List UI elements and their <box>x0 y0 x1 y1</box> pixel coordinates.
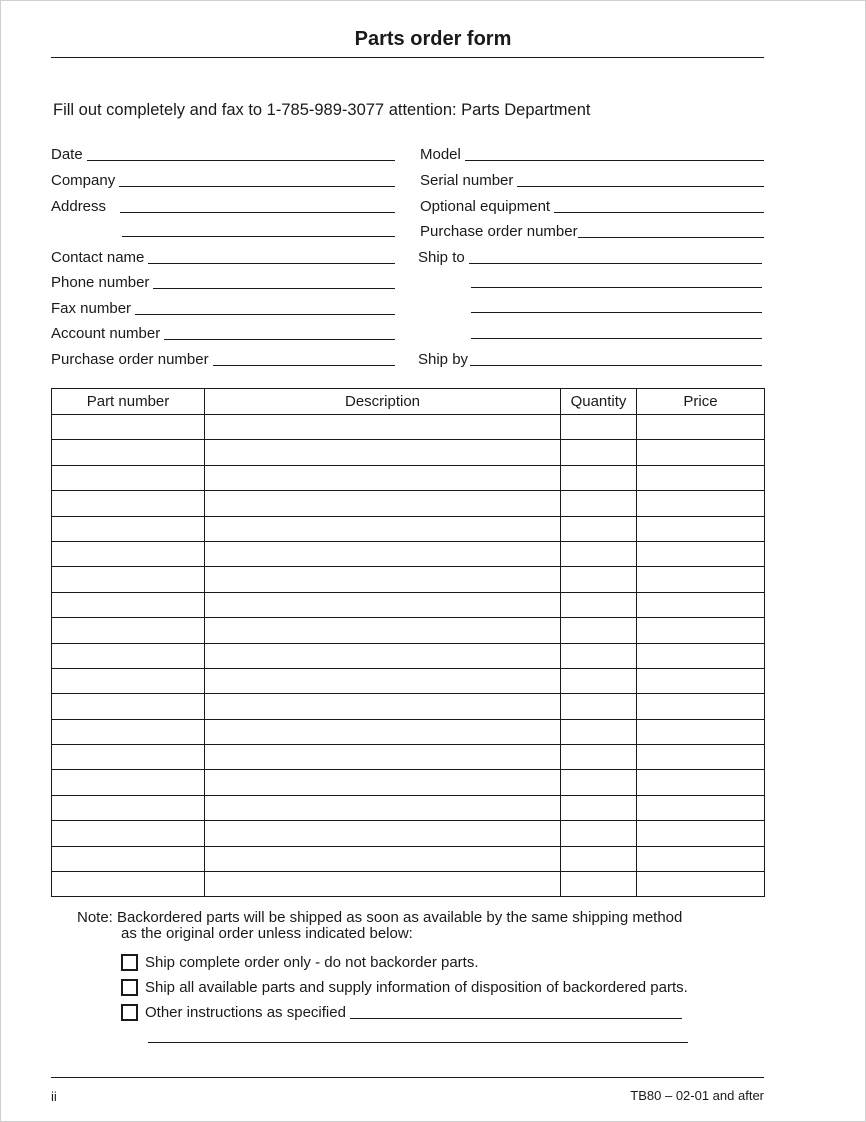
quantity-cell[interactable] <box>561 440 637 465</box>
description-cell[interactable] <box>205 541 561 566</box>
table-row <box>52 795 765 820</box>
quantity-cell[interactable] <box>561 719 637 744</box>
quantity-cell[interactable] <box>561 694 637 719</box>
model-label: Model <box>420 146 461 163</box>
page-number: ii <box>51 1089 57 1104</box>
table-row <box>52 745 765 770</box>
address-field[interactable] <box>51 197 395 215</box>
quantity-cell[interactable] <box>561 846 637 871</box>
address-label: Address <box>51 198 107 215</box>
price-cell[interactable] <box>637 415 765 440</box>
fax-number-line[interactable] <box>135 313 395 315</box>
quantity-cell[interactable] <box>561 643 637 668</box>
quantity-cell[interactable] <box>561 491 637 516</box>
part-number-cell[interactable] <box>52 719 205 744</box>
price-header: Price <box>637 389 765 415</box>
table-row <box>52 668 765 693</box>
date-line[interactable] <box>87 159 395 161</box>
part-number-cell[interactable] <box>52 770 205 795</box>
part-number-cell[interactable] <box>52 567 205 592</box>
optional-equipment-field[interactable] <box>420 197 764 215</box>
table-row <box>52 643 765 668</box>
price-cell[interactable] <box>637 516 765 541</box>
contact-name-field[interactable] <box>51 248 395 266</box>
table-row <box>52 567 765 592</box>
part-number-cell[interactable] <box>52 745 205 770</box>
part-number-cell[interactable] <box>52 668 205 693</box>
price-cell[interactable] <box>637 567 765 592</box>
serial-number-field[interactable] <box>420 171 764 189</box>
address-line-2[interactable] <box>122 236 395 237</box>
table-row <box>52 821 765 846</box>
contact-name-line[interactable] <box>148 262 395 264</box>
quantity-cell[interactable] <box>561 592 637 617</box>
part-number-cell[interactable] <box>52 846 205 871</box>
table-row <box>52 618 765 643</box>
quantity-header: Quantity <box>561 389 637 415</box>
part-number-cell[interactable] <box>52 465 205 490</box>
part-number-cell[interactable] <box>52 491 205 516</box>
purchase-order-number-field[interactable] <box>51 350 395 368</box>
quantity-cell[interactable] <box>561 872 637 897</box>
ship-by-line[interactable] <box>470 364 762 366</box>
price-cell[interactable] <box>637 618 765 643</box>
price-cell[interactable] <box>637 592 765 617</box>
phone-number-line[interactable] <box>153 287 395 289</box>
quantity-cell[interactable] <box>561 745 637 770</box>
ship-to-line-4[interactable] <box>471 338 762 339</box>
purchase-order-number-line[interactable] <box>213 364 395 366</box>
account-number-label: Account number <box>51 325 161 342</box>
description-cell[interactable] <box>205 770 561 795</box>
optional-equipment-line[interactable] <box>554 211 764 213</box>
quantity-cell[interactable] <box>561 821 637 846</box>
price-cell[interactable] <box>637 491 765 516</box>
part-number-cell[interactable] <box>52 415 205 440</box>
contact-name-label: Contact name <box>51 249 145 266</box>
company-field[interactable] <box>51 171 395 189</box>
ship-by-label: Ship by <box>418 351 469 368</box>
price-cell[interactable] <box>637 541 765 566</box>
quantity-cell[interactable] <box>561 668 637 693</box>
ship-available-label: Ship all available parts and supply information of disposition of backordered parts. <box>145 979 688 996</box>
note-line-2: as the original order unless indicated below: <box>121 925 413 942</box>
description-cell[interactable] <box>205 567 561 592</box>
description-header: Description <box>205 389 561 415</box>
date-label: Date <box>51 146 83 163</box>
price-cell[interactable] <box>637 465 765 490</box>
part-number-cell[interactable] <box>52 643 205 668</box>
quantity-cell[interactable] <box>561 415 637 440</box>
table-row <box>52 541 765 566</box>
price-cell[interactable] <box>637 770 765 795</box>
model-line[interactable] <box>465 159 764 161</box>
account-number-field[interactable] <box>51 324 395 342</box>
date-field[interactable] <box>51 145 395 163</box>
right-purchase-order-number-label: Purchase order number <box>420 223 578 240</box>
part-number-cell[interactable] <box>52 694 205 719</box>
ship-available-checkbox[interactable] <box>121 979 138 996</box>
document-code: TB80 – 02-01 and after <box>630 1088 764 1103</box>
account-number-line[interactable] <box>164 338 395 340</box>
right-purchase-order-number-field[interactable] <box>420 222 764 240</box>
price-cell[interactable] <box>637 846 765 871</box>
price-cell[interactable] <box>637 872 765 897</box>
ship-to-field[interactable] <box>418 248 762 266</box>
description-cell[interactable] <box>205 846 561 871</box>
phone-number-label: Phone number <box>51 274 150 291</box>
table-row <box>52 694 765 719</box>
description-cell[interactable] <box>205 465 561 490</box>
model-field[interactable] <box>420 145 764 163</box>
other-instructions-line[interactable] <box>350 1018 682 1019</box>
parts-table-body <box>52 415 765 897</box>
part-number-cell[interactable] <box>52 516 205 541</box>
table-row <box>52 872 765 897</box>
quantity-cell[interactable] <box>561 465 637 490</box>
part-number-cell[interactable] <box>52 592 205 617</box>
price-cell[interactable] <box>637 668 765 693</box>
description-cell[interactable] <box>205 618 561 643</box>
description-cell[interactable] <box>205 440 561 465</box>
part-number-cell[interactable] <box>52 872 205 897</box>
table-row <box>52 465 765 490</box>
table-row <box>52 846 765 871</box>
ship-complete-checkbox[interactable] <box>121 954 138 971</box>
price-cell[interactable] <box>637 719 765 744</box>
quantity-cell[interactable] <box>561 516 637 541</box>
note-line-1: Note: Backordered parts will be shipped as soon as available by the same shipping method <box>77 909 683 926</box>
table-header-row <box>52 389 765 415</box>
fax-number-field[interactable] <box>51 299 395 317</box>
price-cell[interactable] <box>637 745 765 770</box>
other-instructions-line-2[interactable] <box>148 1042 688 1043</box>
part-number-cell[interactable] <box>52 541 205 566</box>
price-cell[interactable] <box>637 440 765 465</box>
table-row <box>52 719 765 744</box>
quantity-cell[interactable] <box>561 567 637 592</box>
table-row <box>52 415 765 440</box>
table-row <box>52 516 765 541</box>
ship-available-option[interactable] <box>121 979 688 996</box>
company-line[interactable] <box>119 185 395 187</box>
ship-to-line-3[interactable] <box>471 312 762 313</box>
table-row <box>52 770 765 795</box>
backorder-note <box>77 910 757 942</box>
ship-complete-option[interactable] <box>121 954 479 971</box>
description-cell[interactable] <box>205 745 561 770</box>
ship-by-field[interactable] <box>418 350 762 368</box>
description-cell[interactable] <box>205 821 561 846</box>
description-cell[interactable] <box>205 592 561 617</box>
address-line[interactable] <box>120 211 395 213</box>
price-cell[interactable] <box>637 795 765 820</box>
description-cell[interactable] <box>205 694 561 719</box>
table-row <box>52 440 765 465</box>
table-row <box>52 491 765 516</box>
right-purchase-order-number-line[interactable] <box>578 236 764 238</box>
page-title: Parts order form <box>354 28 512 50</box>
other-instructions-label: Other instructions as specified <box>145 1004 346 1021</box>
other-instructions-checkbox[interactable] <box>121 1004 138 1021</box>
company-label: Company <box>51 172 116 189</box>
quantity-cell[interactable] <box>561 618 637 643</box>
description-cell[interactable] <box>205 719 561 744</box>
quantity-cell[interactable] <box>561 541 637 566</box>
description-cell[interactable] <box>205 415 561 440</box>
serial-number-label: Serial number <box>420 172 514 189</box>
description-cell[interactable] <box>205 643 561 668</box>
optional-equipment-label: Optional equipment <box>420 198 551 215</box>
description-cell[interactable] <box>205 491 561 516</box>
part-number-cell[interactable] <box>52 440 205 465</box>
intro-text: Fill out completely and fax to 1-785-989-3077 attention: Parts Department <box>53 101 591 119</box>
serial-number-line[interactable] <box>517 185 764 187</box>
parts-table <box>51 388 765 897</box>
fax-number-label: Fax number <box>51 300 132 317</box>
ship-to-label: Ship to <box>418 249 465 266</box>
part-number-cell[interactable] <box>52 821 205 846</box>
price-cell[interactable] <box>637 694 765 719</box>
part-number-header: Part number <box>52 389 205 415</box>
other-instructions-option[interactable] <box>121 1004 682 1021</box>
ship-to-line-2[interactable] <box>471 287 762 288</box>
ship-complete-label: Ship complete order only - do not backorder parts. <box>145 954 479 971</box>
description-cell[interactable] <box>205 668 561 693</box>
description-cell[interactable] <box>205 872 561 897</box>
phone-number-field[interactable] <box>51 273 395 291</box>
description-cell[interactable] <box>205 795 561 820</box>
description-cell[interactable] <box>205 516 561 541</box>
ship-to-line[interactable] <box>469 262 762 264</box>
title-divider <box>51 57 764 58</box>
table-row <box>52 592 765 617</box>
part-number-cell[interactable] <box>52 618 205 643</box>
footer-divider <box>51 1077 764 1078</box>
quantity-cell[interactable] <box>561 795 637 820</box>
quantity-cell[interactable] <box>561 770 637 795</box>
price-cell[interactable] <box>637 643 765 668</box>
price-cell[interactable] <box>637 821 765 846</box>
purchase-order-number-label: Purchase order number <box>51 351 209 368</box>
part-number-cell[interactable] <box>52 795 205 820</box>
